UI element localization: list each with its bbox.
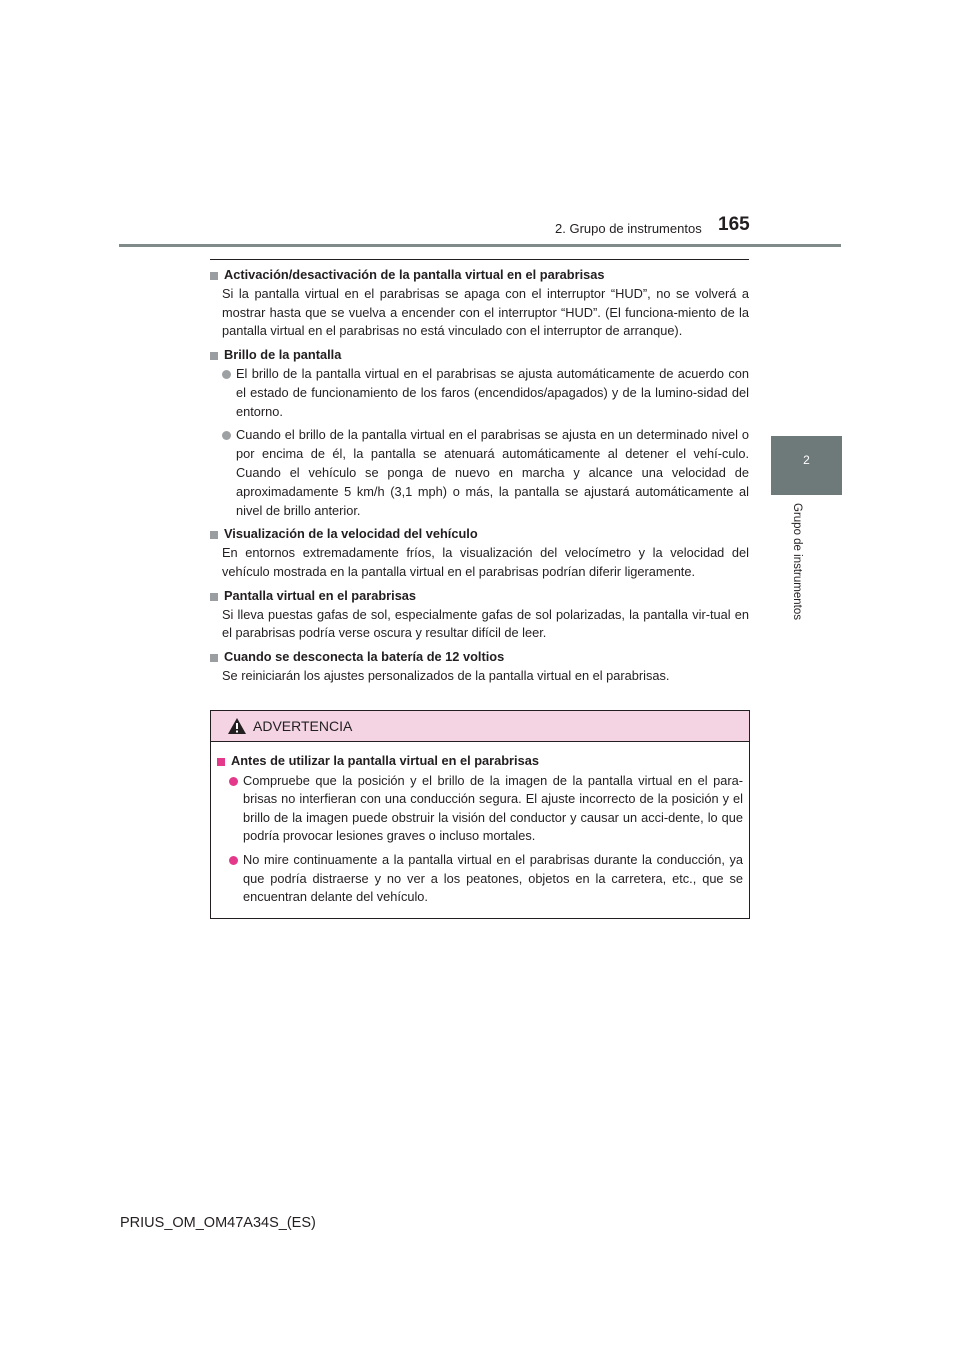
header-divider [119,244,841,247]
section-heading [210,266,749,285]
section-heading [210,587,749,606]
section [210,346,749,520]
list-item [222,426,749,520]
section-title: Activación/desactivación de la pantalla virtual en el parabrisas [224,267,605,282]
section-title: Brillo de la pantalla [224,347,342,363]
list-item-text: El brillo de la pantalla virtual en el parabrisas se ajusta automáticamente de acuerdo con el estado de funcionamiento de los faros (encendidos/apagados) y de la lumino-sidad del entorno. [236,365,749,419]
square-bullet-icon [210,593,218,601]
warning-title: ADVERTENCIA [253,718,353,734]
circle-bullet-icon [229,777,238,786]
section-text: Si la pantalla virtual en el parabrisas se apaga con el interruptor “HUD”, no se volverá a mostrar hasta que se vuelva a encender con el interruptor “HUD”. (El funciona-miento de la pantalla virtual en el parabrisas no está vinculado con el interruptor de arranque). [222,285,749,339]
chapter-tab-label: Grupo de instrumentos [791,503,803,620]
page-number: 165 [718,214,750,235]
section-title: Cuando se desconecta la batería de 12 voltios [224,649,505,665]
section-heading [210,525,749,544]
square-bullet-icon [210,531,218,539]
circle-bullet-icon [222,431,231,440]
section [210,648,749,686]
square-bullet-icon [210,272,218,280]
section [210,266,749,341]
warning-body [211,742,749,907]
section-text: Si lleva puestas gafas de sol, especialmente gafas de sol polarizadas, la pantalla vir-tual en el parabrisas podría verse oscura y resultar difícil de leer. [222,606,749,641]
section-title: Visualización de la velocidad del vehículo [224,526,478,542]
warning-triangle-icon [227,717,247,735]
circle-bullet-icon [229,856,238,865]
section [210,587,749,643]
section-text: En entornos extremadamente fríos, la visualización del velocímetro y la velocidad del vehículo mostrada en la pantalla virtual en el parabrisas podrían diferir ligeramente. [222,545,749,579]
document-code: PRIUS_OM_OM47A34S_(ES) [120,1215,316,1231]
square-bullet-icon [217,758,225,766]
warning-header [211,711,749,742]
chapter-tab[interactable] [771,436,842,495]
section-heading [210,346,749,365]
section-text: Se reiniciarán los ajustes personalizados de la pantalla virtual en el parabrisas. [222,667,670,683]
section-divider [210,259,749,260]
list-item-text: Cuando el brillo de la pantalla virtual en el parabrisas se ajusta en un determinado nivel o por encima de él, la pantalla se atenuará automáticamente al detener el vehí-culo. Cuando el vehículo se ponga de nuevo en marcha y alcance una velocidad de aproximadamente 5 km/h (3,1 mph) o más, la pantalla se ajustará automáticamente al nivel de brillo anterior. [236,427,749,518]
square-bullet-icon [210,654,218,662]
warning-list-item [229,851,743,907]
section [210,525,749,581]
warning-heading [217,752,743,771]
section-heading [210,648,749,667]
warning-item-text: No mire continuamente a la pantalla virtual en el parabrisas durante la conducción, ya que podría distraerse y no ver a los peatones, objetos en la carretera, etc., que se encuentran delante del vehículo. [243,851,743,905]
square-bullet-icon [210,352,218,360]
chapter-title: 2. Grupo de instrumentos [555,221,702,236]
warning-list-item [229,772,743,846]
warning-box [210,710,750,919]
circle-bullet-icon [222,370,231,379]
warning-item-text: Compruebe que la posición y el brillo de la imagen de la pantalla virtual en el para-brisas no interfieran con una conducción segura. El ajuste incorrecto de la posición y el brillo de la imagen puede obstruir la visión del conductor y causar un acci-dente, lo que podría provocar lesiones graves o incluso mortales. [243,772,743,844]
list-item [222,365,749,421]
section-title: Pantalla virtual en el parabrisas [224,587,417,603]
main-content [210,266,749,691]
warning-heading-text: Antes de utilizar la pantalla virtual en el parabrisas [231,753,539,768]
chapter-tab-number: 2 [803,453,810,467]
